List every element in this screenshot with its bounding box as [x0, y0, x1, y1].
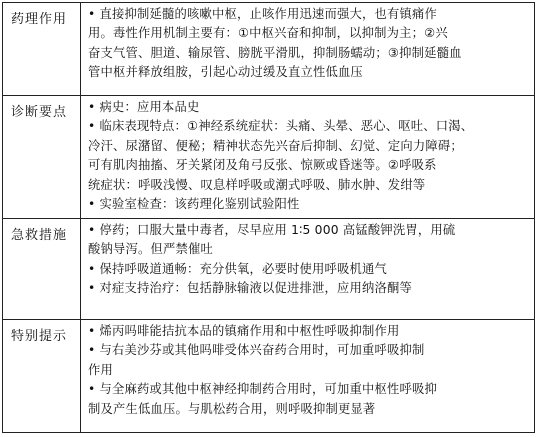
- content-line: • 病史：应用本品史: [88, 100, 200, 114]
- content-line: • 实验室检查：该药理化鉴别试验阳性: [88, 197, 300, 212]
- content-line: • 与全麻药或其他中枢神经抑制药合用时，可加重中枢性呼吸抑: [88, 382, 437, 397]
- content-line: 可有肌肉抽搐、牙关紧闭及角弓反张、惊厥或昏迷等。②呼吸系: [88, 158, 437, 173]
- content-line: • 停药；口服大量中毒者，尽早应用 1∶5 000 高锰酸钾洗胃，用硫: [88, 223, 456, 237]
- table-row: [3, 219, 534, 320]
- row-heading: 急救措施: [3, 219, 81, 319]
- row-content: [81, 219, 534, 319]
- content-line: 酸钠导泻。但严禁催吐: [88, 242, 213, 257]
- content-line: 用。毒性作用机制主要有：①中枢兴奋和抑制，以抑制为主；②兴: [88, 26, 448, 41]
- row-content: [81, 3, 534, 95]
- content-line: • 保持呼吸道通畅：充分供氧，必要时使用呼吸机通气: [88, 261, 387, 276]
- info-table: [2, 2, 535, 433]
- content-line: 作用: [88, 362, 113, 377]
- content-line: • 临床表现特点：①神经系统症状：头痛、头晕、恶心、呕吐、口渴、: [88, 119, 474, 134]
- content-line: 管中枢并释放组胺，引起心动过缓及直立性低血压: [88, 65, 363, 80]
- content-line: 奋支气管、胆道、输尿管、膀胱平滑肌，抑制肠蠕动；③抑制延髓血: [88, 45, 462, 60]
- content-line: 制及产生低血压。与肌松药合用，则呼吸抑制更显著: [88, 401, 376, 416]
- table-row: [3, 96, 534, 219]
- content-line: 统症状：呼吸浅慢、叹息样呼吸或潮式呼吸、肺水肿、发绀等: [88, 177, 426, 192]
- table-row: [3, 320, 534, 432]
- content-line: • 与右美沙芬或其他吗啡受体兴奋药合用时，可加重呼吸抑制: [88, 343, 425, 358]
- row-heading: 诊断要点: [3, 96, 81, 218]
- content-line: 冷汗、尿潴留、便秘；精神状态先兴奋后抑制、幻觉、定向力障碍；: [88, 138, 463, 153]
- row-content: [81, 96, 534, 218]
- content-line: • 直接抑制延髓的咳嗽中枢，止咳作用迅速而强大，也有镇痛作: [88, 7, 437, 21]
- table-row: [3, 3, 534, 96]
- row-heading: 药理作用: [3, 3, 81, 95]
- row-heading: 特别提示: [3, 320, 81, 432]
- row-content: [81, 320, 534, 432]
- content-line: • 烯丙吗啡能拮抗本品的镇痛作用和中枢性呼吸抑制作用: [88, 324, 400, 338]
- content-line: • 对症支持治疗：包括静脉输液以促进排泄，应用纳洛酮等: [88, 281, 412, 296]
